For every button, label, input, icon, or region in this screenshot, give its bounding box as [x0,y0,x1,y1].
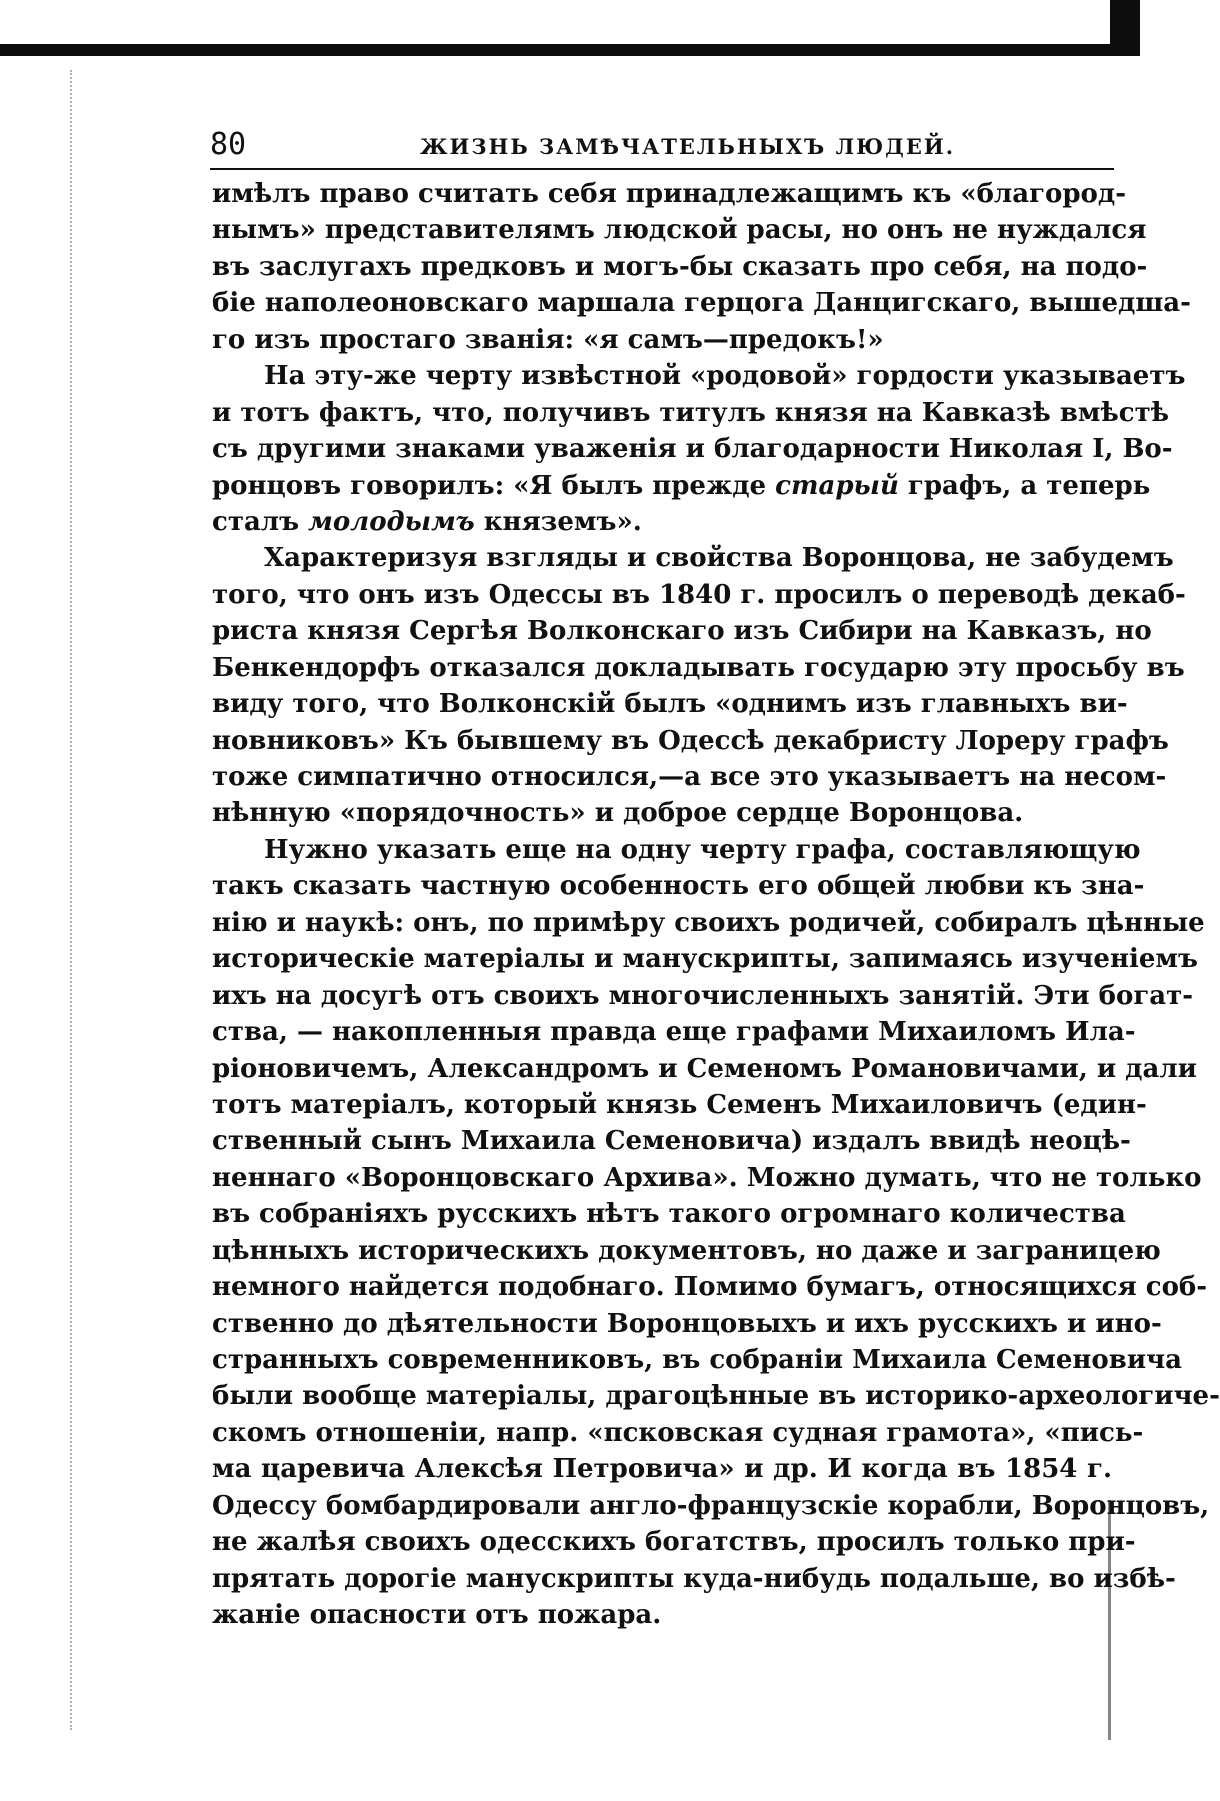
text-line: ственно до дѣятельности Воронцовыхъ и ихъ русскихъ и ино- [212,1308,1162,1339]
text-line: странныхъ современниковъ, въ собраніи Михаила Семеновича [212,1345,1182,1375]
scan-left-margin-marks [70,70,74,1730]
text-line: и тотъ фактъ, что, получивъ титулъ князя на Кавказѣ вмѣстѣ [212,397,1169,428]
text-line: жаніе опасности отъ пожара. [212,1600,662,1631]
text-line: въ собраніяхъ русскихъ нѣтъ такого огромнаго количества [212,1199,1126,1230]
italic-word: молодымъ [308,506,475,537]
text-line: того, что онъ изъ Одессы въ 1840 г. просилъ о переводѣ декаб- [212,579,1186,610]
text-line: Бенкендорфъ отказался докладывать государю эту просьбу въ [212,652,1185,683]
paragraph-start-line: Нужно указать еще на одну черту графа, составляющую [264,834,1141,865]
text-line: неннаго «Воронцовскаго Архива». Можно думать, что не только [212,1162,1202,1193]
text-line: не жалѣя своихъ одесскихъ богатствъ, просилъ только при- [212,1527,1136,1558]
text-line: нѣнную «порядочность» и доброе сердце Воронцова. [212,798,1024,829]
text-line: Одессу бомбардировали англо-французскіе корабли, Воронцовъ, [212,1490,1210,1521]
text-line: ственный сынъ Михаила Семеновича) издалъ ввидѣ неоцѣ- [212,1126,1131,1157]
text-line: нымъ» представителямъ людской расы, но онъ не нуждался [212,215,1147,246]
text-line: ихъ на досугѣ отъ своихъ многочисленныхъ занятій. Эти богат- [212,980,1194,1011]
page-header [210,125,1114,165]
body-text [212,176,1220,1634]
text-line: го изъ простаго званія: «я самъ—предокъ!» [212,324,884,355]
scan-corner-border [1110,0,1140,56]
paragraph-start-line: Характеризуя взгляды и свойства Воронцова, не забудемъ [264,543,1174,574]
text-line: риста князя Сергѣя Волконскаго изъ Сибири на Кавказъ, но [212,616,1152,647]
text-line: нію и наукѣ: онъ, по примѣру своихъ родичей, собиралъ цѣнные [212,907,1205,938]
text-line-with-italic [212,468,1151,504]
text-line: были вообще матеріалы, драгоцѣнные въ историко-археологиче- [212,1381,1220,1412]
header-rule [210,168,1114,170]
text-line: виду того, что Волконскій былъ «однимъ изъ главныхъ ви- [212,689,1128,720]
text-segment: графъ, а теперь [898,470,1151,501]
paragraph-start-line: На эту-же черту извѣстной «родовой» гордости указываетъ [264,361,1186,392]
text-line: историческіе матеріалы и манускрипты, запимаясь изученіемъ [212,944,1198,975]
text-line: скомъ отношеніи, напр. «псковская судная грамота», «пись- [212,1417,1144,1448]
italic-word: старый [775,470,899,501]
text-line: прятать дорогіе манускрипты куда-нибудь подальше, во избѣ- [212,1563,1176,1594]
text-line: ства, — накопленныя правда еще графами Михаиломъ Ила- [212,1017,1136,1048]
scan-top-border [0,44,1140,56]
text-line: немного найдется подобнаго. Помимо бумагъ, относящихся соб- [212,1272,1208,1303]
text-line-with-italic [212,504,1112,540]
text-segment: княземъ». [474,506,642,537]
text-line: съ другими знаками уваженія и благодарности Николая I, Во- [212,434,1173,465]
text-line: въ заслугахъ предковъ и могъ-бы сказать про себя, на подо- [212,251,1148,282]
text-line: ріоновичемъ, Александромъ и Семеномъ Романовичами, и дали [212,1053,1197,1084]
page-number: 80 [210,127,247,162]
text-line: цѣнныхъ историческихъ документовъ, но даже и заграницею [212,1235,1161,1266]
text-segment: сталъ [212,506,309,537]
text-segment: ронцовъ говорилъ: «Я былъ прежде [212,470,776,501]
text-line: новниковъ» Къ бывшему въ Одессѣ декабристу Лореру графъ [212,725,1169,756]
text-line: тоже симпатично относился,—а все это указываетъ на несом- [212,762,1167,792]
text-line: тотъ матеріалъ, который князь Семенъ Михаиловичъ (един- [212,1089,1147,1120]
text-line: біе наполеоновскаго маршала герцога Данцигскаго, вышедша- [212,288,1191,319]
text-line: такъ сказать частную особенность его общей любви къ зна- [212,871,1145,902]
text-line: ма царевича Алексѣя Петровича» и др. И когда въ 1854 г. [212,1454,1112,1485]
text-line: имѣлъ право считать себя принадлежащимъ къ «благород- [212,179,1127,209]
running-title: ЖИЗНЬ ЗАМѢЧАТЕЛЬНЫХЪ ЛЮДЕЙ. [420,134,956,159]
